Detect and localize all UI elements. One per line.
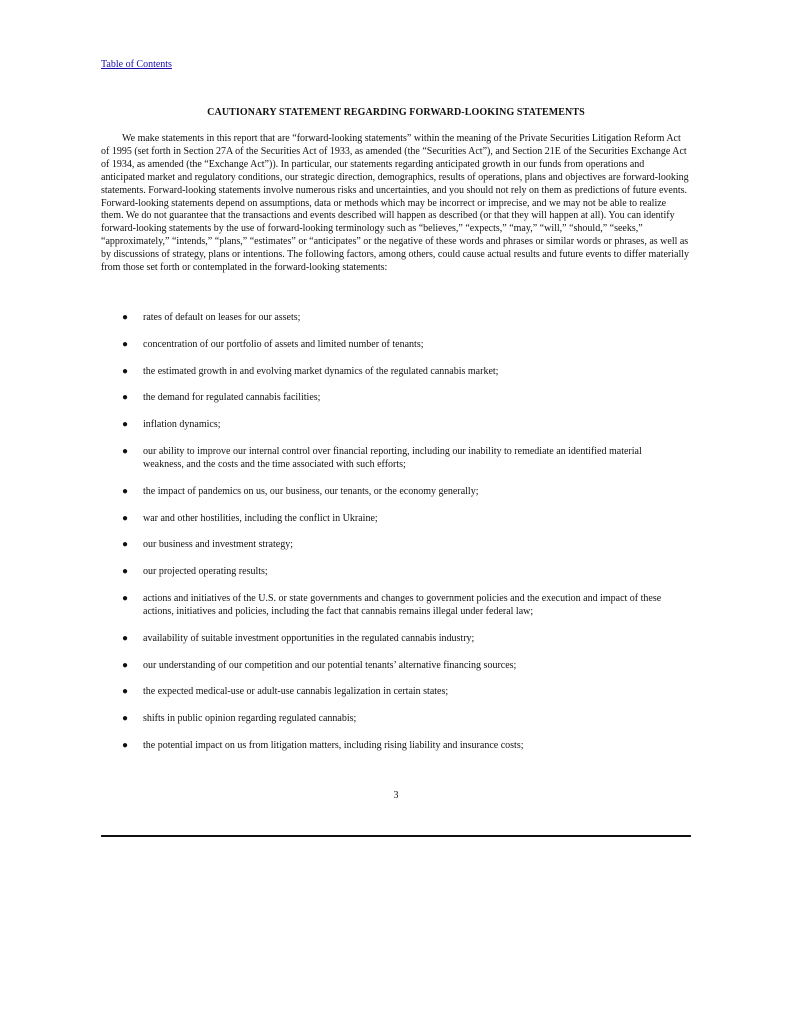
bullet-icon: ● (122, 592, 129, 604)
bullet-icon: ● (122, 445, 129, 457)
list-item (101, 538, 691, 551)
list-item-text: the potential impact on us from litigation matters, including rising liability and insurance costs; (143, 739, 524, 751)
list-item (101, 632, 691, 645)
list-item (101, 739, 691, 752)
list-item (101, 338, 691, 351)
section-heading: CAUTIONARY STATEMENT REGARDING FORWARD-LOOKING STATEMENTS (207, 107, 585, 118)
list-item-text: our business and investment strategy; (143, 539, 293, 551)
document-page (101, 0, 691, 1024)
bullet-icon: ● (122, 739, 129, 751)
list-item-text: our ability to improve our internal control over financial reporting, including our inability to remediate an identified material weakness, and the costs and the time associated with such efforts; (143, 445, 642, 470)
bullet-icon: ● (122, 659, 129, 671)
list-item-text: shifts in public opinion regarding regulated cannabis; (143, 713, 357, 725)
bullet-icon: ● (122, 566, 129, 578)
bullet-icon: ● (122, 632, 129, 644)
bullet-icon: ● (122, 713, 129, 725)
bullet-icon: ● (122, 365, 129, 377)
bullet-icon: ● (122, 392, 129, 404)
list-item-text: the impact of pandemics on us, our business, our tenants, or the economy generally; (143, 485, 479, 497)
list-item (101, 485, 691, 498)
list-item-text: the expected medical-use or adult-use cannabis legalization in certain states; (143, 686, 449, 698)
page-divider (101, 835, 691, 837)
list-item-text: the demand for regulated cannabis facilities; (143, 392, 321, 404)
bullet-icon: ● (122, 312, 129, 323)
risk-factor-list (101, 311, 691, 766)
list-item (101, 685, 691, 698)
bullet-icon: ● (122, 539, 129, 551)
list-item (101, 311, 691, 324)
list-item-text: availability of suitable investment opportunities in the regulated cannabis industry; (143, 632, 475, 644)
bullet-icon: ● (122, 686, 129, 698)
list-item (101, 445, 691, 471)
list-item-text: concentration of our portfolio of assets and limited number of tenants; (143, 338, 424, 350)
list-item (101, 592, 691, 618)
list-item-text: the estimated growth in and evolving market dynamics of the regulated cannabis market; (143, 365, 499, 377)
bullet-icon: ● (122, 512, 129, 524)
list-item (101, 391, 691, 404)
list-item-text: actions and initiatives of the U.S. or state governments and changes to government policies and the execution and impact of these actions, initiatives and policies, including the fact that cannabis remains illegal under federal law; (143, 592, 662, 617)
list-item-text: war and other hostilities, including the conflict in Ukraine; (143, 512, 378, 524)
list-item-text: inflation dynamics; (143, 419, 221, 431)
list-item-text: our understanding of our competition and our potential tenants’ alternative financing sources; (143, 659, 517, 671)
page-number: 3 (393, 790, 399, 801)
list-item (101, 365, 691, 378)
list-item (101, 512, 691, 525)
intro-paragraph: We make statements in this report that are “forward-looking statements” within the meaning of the Private Securities Litigation Reform Act of 1995 (set forth in Section 27A of the Securities Act of 1933, as amended (the “Securities Act”), and Section 21E of the Securities Exchange Act of 1934, as amended (the “Exchange Act”)). In particular, our statements regarding anticipated growth in our funds from operations and anticipated market and regulatory conditions, our strategic direction, demographics, results of operations, plans and objectives are forward-looking statements. Forward-looking statements involve numerous risks and uncertainties, and you should not rely on them as predictions of future events. Forward-looking statements depend on assumptions, data or methods which may be incorrect or imprecise, and we may not be able to realize them. We do not guarantee that the transactions and events described will happen as described (or that they will happen at all). You can identify forward-looking statements by the use of forward-looking terminology such as “believes,” “expects,” “may,” “will,” “should,” “seeks,” “approximately,” “intends,” “plans,” “estimates” or “anticipates” or the negative of these words and phrases or similar words or phrases, as well as by discussions of strategy, plans or intentions. The following factors, among others, could cause actual results and future events to differ materially from those set forth or contemplated in the forward-looking statements: (101, 133, 690, 274)
bullet-icon: ● (122, 338, 129, 350)
bullet-icon: ● (122, 485, 129, 497)
list-item (101, 712, 691, 725)
list-item (101, 659, 691, 672)
bullet-icon: ● (122, 419, 129, 431)
table-of-contents-link[interactable]: Table of Contents (101, 59, 172, 70)
list-item (101, 418, 691, 431)
list-item-text: our projected operating results; (143, 566, 268, 578)
list-item-text: rates of default on leases for our assets; (143, 312, 301, 323)
list-item (101, 565, 691, 578)
